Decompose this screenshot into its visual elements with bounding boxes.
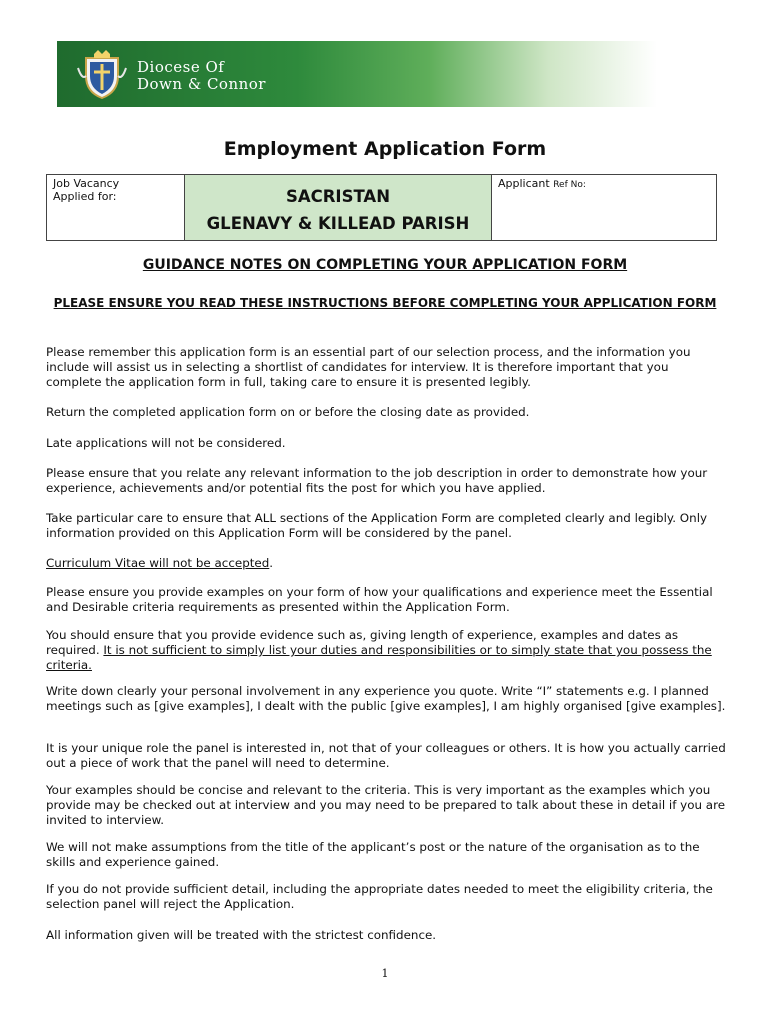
paragraph-7: Please ensure you provide examples on your form of how your qualifications and experience meet the Essential and Desirable criteria requirements as presented within the Application Form. <box>46 585 713 614</box>
logo-line-2: Down & Connor <box>137 75 266 93</box>
vacancy-post-cell <box>185 175 492 241</box>
logo-line-1: Diocese Of <box>137 58 225 76</box>
paragraph-10: It is your unique role the panel is interested in, not that of your colleagues or others. It is how you actually carried out a piece of work that the panel will need to determine. <box>46 741 726 770</box>
vacancy-label-line2: Applied for: <box>53 190 117 203</box>
guidance-heading: GUIDANCE NOTES ON COMPLETING YOUR APPLICATION FORM <box>142 257 628 273</box>
vacancy-label-cell <box>47 175 185 241</box>
applicant-ref-cell[interactable] <box>492 175 717 241</box>
vacancy-post: SACRISTAN <box>285 187 391 206</box>
page-title: Employment Application Form <box>223 138 547 160</box>
applicant-ref-label-small: Ref No: <box>553 180 586 190</box>
paragraph-8 <box>46 628 726 673</box>
instruction-heading: PLEASE ENSURE YOU READ THESE INSTRUCTIONS BEFORE COMPLETING YOUR APPLICATION FORM <box>53 296 717 310</box>
paragraph-2: Return the completed application form on or before the closing date as provided. <box>46 405 530 419</box>
applicant-ref-label: Applicant <box>498 177 550 190</box>
paragraph-12: We will not make assumptions from the title of the applicant’s post or the nature of the organisation as to the skills and experience gained. <box>46 840 700 869</box>
paragraph-5: Take particular care to ensure that ALL sections of the Application Form are completed clearly and legibly. Only information provided on this Application Form will be considered by the panel. <box>46 511 708 540</box>
paragraph-1: Please remember this application form is an essential part of our selection process, and the information you include will assist us in selecting a shortlist of candidates for interview. It is therefore important that you complete the application form in full, taking care to ensure it is presented legibly. <box>46 345 691 389</box>
paragraph-14: All information given will be treated with the strictest confidence. <box>46 928 437 942</box>
vacancy-table <box>46 174 717 241</box>
paragraph-9: Write down clearly your personal involvement in any experience you quote. Write “I” statements e.g. I planned meetings such as [give examples], I dealt with the public [give examples], I am highly organised [give examples]. <box>46 684 726 713</box>
diocese-crest-icon <box>76 50 128 100</box>
vacancy-label-line1: Job Vacancy <box>53 177 120 190</box>
vacancy-parish: GLENAVY & KILLEAD PARISH <box>206 214 470 233</box>
paragraph-6-end: . <box>269 556 274 570</box>
paragraph-8-underlined: It is not sufficient to simply list your duties and responsibilities or to simply state that you possess the criteria. <box>46 643 712 672</box>
paragraph-3: Late applications will not be considered. <box>46 436 286 450</box>
cv-not-accepted-text: Curriculum Vitae will not be accepted <box>46 556 270 570</box>
paragraph-8-start: You should ensure that you provide evidence such as, giving length of experience, examples and dates as required. <box>46 628 679 657</box>
page-number: 1 <box>381 967 389 980</box>
paragraph-4: Please ensure that you relate any relevant information to the job description in order to demonstrate how your experience, achievements and/or potential fits the post for which you have applied. <box>46 466 708 495</box>
paragraph-13: If you do not provide sufficient detail, including the appropriate dates needed to meet the eligibility criteria, the selection panel will reject the Application. <box>46 882 713 911</box>
paragraph-6 <box>46 556 726 571</box>
paragraph-11: Your examples should be concise and relevant to the criteria. This is very important as the examples which you provide may be checked out at interview and you may need to be prepared to talk about these in detail if you are invited to interview. <box>46 783 726 827</box>
